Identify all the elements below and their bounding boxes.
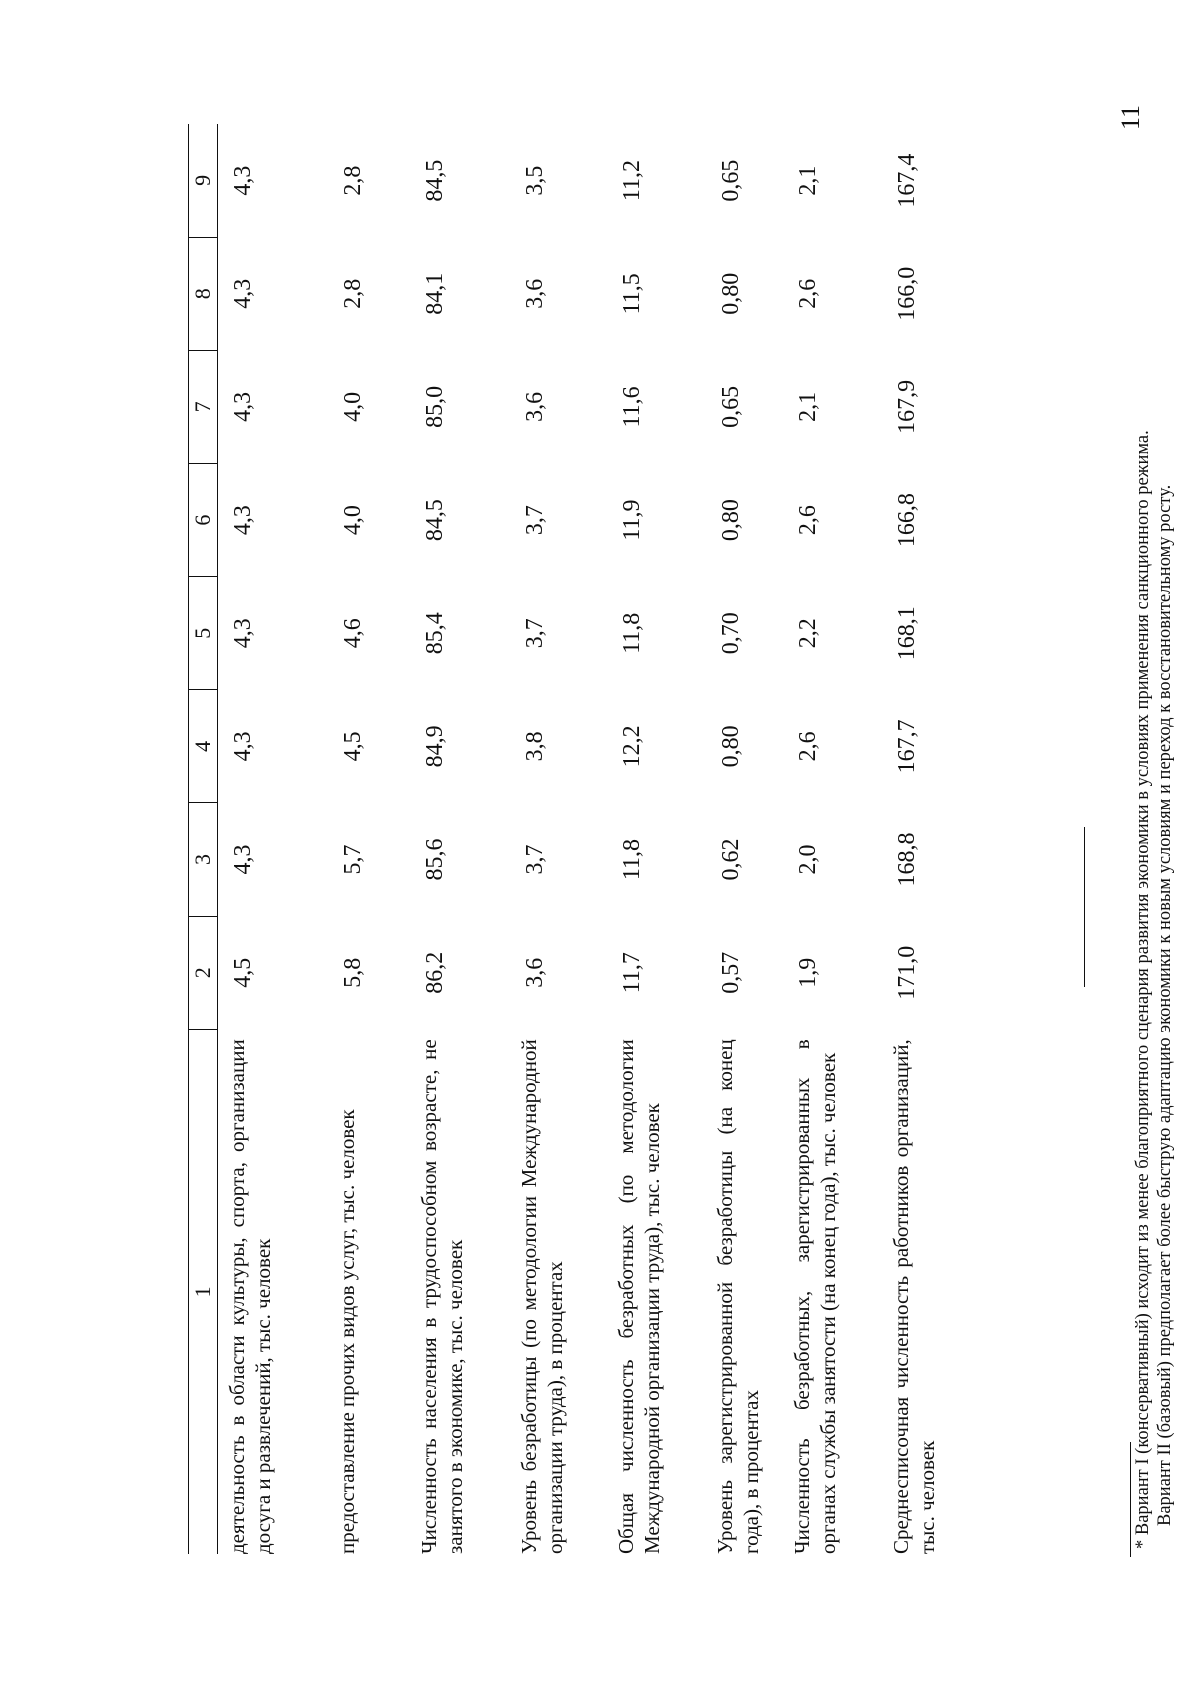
cell-value: 2,6 [795, 278, 821, 309]
page-number: 11 [1116, 104, 1145, 130]
cell-value: 11,2 [619, 160, 645, 202]
column-header: 2 [189, 916, 218, 1029]
column-header: 5 [189, 577, 218, 690]
cell-value: 3,5 [522, 165, 548, 196]
cell-value: 4,5 [340, 731, 366, 762]
cell-value: 84,1 [422, 272, 448, 315]
cell-value: 85,6 [422, 838, 448, 881]
column-header: 9 [189, 124, 218, 237]
cell-value: 4,3 [230, 505, 256, 536]
table-row [218, 124, 329, 1554]
cell-value: 3,7 [522, 618, 548, 649]
cell-value: 2,0 [795, 844, 821, 875]
cell-value: 3,6 [522, 391, 548, 422]
column-header: 3 [189, 803, 218, 916]
cell-value: 5,7 [340, 844, 366, 875]
table-row [706, 124, 783, 1554]
table-row [410, 124, 510, 1554]
cell-value: 85,0 [422, 385, 448, 428]
cell-value: 171,0 [894, 945, 920, 1000]
footnote-variant-1: * Вариант I (консервативный) исходит из менее благоприятного сценария развития экономики в условиях применения санкционного режима. [1133, 430, 1153, 1549]
footnote-variant-2: Вариант II (базовый) предполагает более быструю адаптацию экономики к новым условиям и переход к восстановительному росту. [1155, 484, 1175, 1526]
cell-value: 4,3 [230, 731, 256, 762]
cell-value: 11,8 [619, 839, 645, 881]
cell-value: 2,8 [340, 165, 366, 196]
cell-value: 11,8 [619, 612, 645, 654]
column-header: 6 [189, 464, 218, 577]
cell-value: 3,6 [522, 278, 548, 309]
column-header: 4 [189, 690, 218, 803]
cell-value: 4,0 [340, 505, 366, 536]
column-header: 7 [189, 350, 218, 463]
cell-value: 167,7 [894, 719, 920, 774]
table-header-row [189, 124, 218, 1554]
cell-value: 167,9 [894, 379, 920, 434]
table-end-separator [1084, 827, 1085, 987]
cell-value: 86,2 [422, 951, 448, 994]
cell-value: 4,6 [340, 618, 366, 649]
footnotes [1132, 430, 1176, 1549]
cell-value: 0,65 [718, 159, 744, 202]
cell-value: 167,4 [894, 153, 920, 208]
row-label: предоставление прочих видов услуг, тыс. человек [335, 1109, 359, 1554]
table-row [882, 124, 954, 1554]
cell-value: 4,5 [230, 957, 256, 988]
cell-value: 11,6 [619, 386, 645, 428]
cell-value: 0,80 [718, 499, 744, 542]
column-header: 1 [189, 1029, 218, 1554]
cell-value: 4,3 [230, 844, 256, 875]
row-label: Среднесписочная численность работников организаций, тыс. человек [889, 1039, 939, 1554]
cell-value: 0,80 [718, 725, 744, 768]
cell-value: 3,6 [522, 957, 548, 988]
cell-value: 4,3 [230, 165, 256, 196]
row-label: Уровень безработицы (по методологии Международной организации труда), в процентах [517, 1039, 567, 1554]
cell-value: 4,0 [340, 391, 366, 422]
cell-value: 0,62 [718, 838, 744, 881]
cell-value: 4,3 [230, 391, 256, 422]
table-row [328, 124, 410, 1554]
table-row [510, 124, 607, 1554]
cell-value: 5,8 [340, 957, 366, 988]
cell-value: 3,7 [522, 505, 548, 536]
cell-value: 168,1 [894, 606, 920, 661]
cell-value: 0,65 [718, 385, 744, 428]
cell-value: 0,57 [718, 951, 744, 994]
cell-value: 2,2 [795, 618, 821, 649]
cell-value: 12,2 [619, 725, 645, 768]
row-label: Численность населения в трудоспособном возрасте, не занятого в экономике, тыс. человек [417, 1039, 467, 1554]
row-label: Численность безработных, зарегистрированных в органах службы занятости (на конец года), тыс. человек [790, 1039, 840, 1554]
cell-value: 2,1 [795, 391, 821, 422]
forecast-table [188, 124, 954, 1554]
cell-value: 4,3 [230, 618, 256, 649]
cell-value: 84,5 [422, 159, 448, 202]
footnote-separator [1130, 1442, 1131, 1557]
cell-value: 2,8 [340, 278, 366, 309]
cell-value: 2,6 [795, 505, 821, 536]
cell-value: 3,8 [522, 731, 548, 762]
cell-value: 1,9 [795, 957, 821, 988]
cell-value: 11,7 [619, 952, 645, 994]
cell-value: 11,5 [619, 273, 645, 315]
table-row [783, 124, 882, 1554]
cell-value: 3,7 [522, 844, 548, 875]
cell-value: 4,3 [230, 278, 256, 309]
row-label: деятельность в области культуры, спорта, организации досуга и развлечений, тыс. человек [225, 1039, 275, 1554]
cell-value: 166,0 [894, 266, 920, 321]
cell-value: 168,8 [894, 832, 920, 887]
column-header: 8 [189, 237, 218, 350]
cell-value: 85,4 [422, 612, 448, 655]
row-label: Уровень зарегистрированной безработицы (на конец года), в процентах [713, 1039, 763, 1554]
cell-value: 0,70 [718, 612, 744, 655]
cell-value: 84,5 [422, 499, 448, 542]
row-label: Общая численность безработных (по методологии Международной организации труда), тыс. человек [614, 1039, 664, 1554]
cell-value: 11,9 [619, 499, 645, 541]
cell-value: 166,8 [894, 493, 920, 548]
cell-value: 0,80 [718, 272, 744, 315]
table-row [607, 124, 706, 1554]
cell-value: 84,9 [422, 725, 448, 768]
cell-value: 2,6 [795, 731, 821, 762]
cell-value: 2,1 [795, 165, 821, 196]
